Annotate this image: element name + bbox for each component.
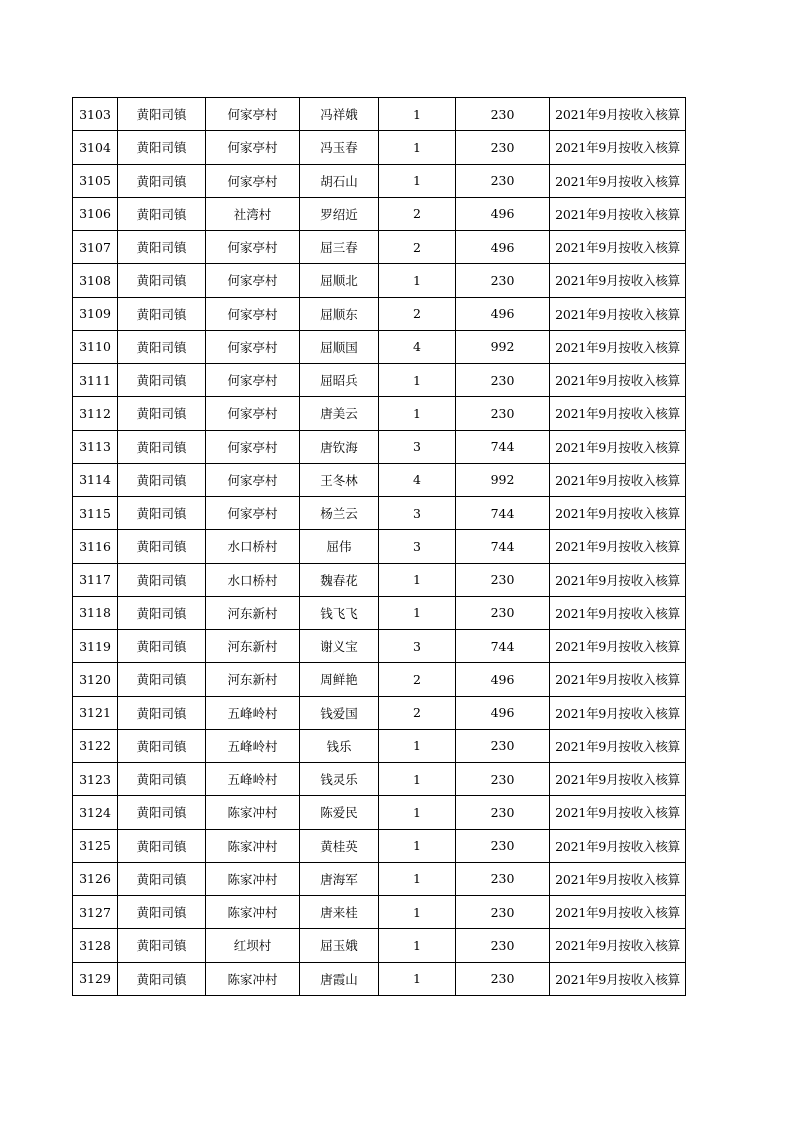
household-size-cell: 1	[379, 896, 456, 929]
household-size-cell: 3	[379, 630, 456, 663]
amount-cell: 496	[456, 197, 550, 230]
town-cell: 黄阳司镇	[118, 197, 206, 230]
town-cell: 黄阳司镇	[118, 763, 206, 796]
household-size-cell: 3	[379, 497, 456, 530]
table-row	[73, 497, 686, 530]
name-cell: 屈顺北	[300, 264, 379, 297]
name-cell: 屈三春	[300, 231, 379, 264]
amount-cell: 230	[456, 596, 550, 629]
name-cell: 屈顺国	[300, 330, 379, 363]
town-cell: 黄阳司镇	[118, 231, 206, 264]
note-cell: 2021年9月按收入核算	[550, 397, 686, 430]
name-cell: 王冬林	[300, 463, 379, 496]
note-cell: 2021年9月按收入核算	[550, 929, 686, 962]
household-size-cell: 3	[379, 430, 456, 463]
note-cell: 2021年9月按收入核算	[550, 463, 686, 496]
village-cell: 何家亭村	[206, 430, 300, 463]
table-row	[73, 364, 686, 397]
table-row	[73, 430, 686, 463]
household-size-cell: 1	[379, 729, 456, 762]
town-cell: 黄阳司镇	[118, 962, 206, 995]
note-cell: 2021年9月按收入核算	[550, 364, 686, 397]
table-row	[73, 264, 686, 297]
household-size-cell: 3	[379, 530, 456, 563]
name-cell: 杨兰云	[300, 497, 379, 530]
amount-cell: 230	[456, 962, 550, 995]
amount-cell: 230	[456, 164, 550, 197]
village-cell: 五峰岭村	[206, 696, 300, 729]
name-cell: 周鲜艳	[300, 663, 379, 696]
table-row	[73, 829, 686, 862]
table-row	[73, 862, 686, 895]
note-cell: 2021年9月按收入核算	[550, 596, 686, 629]
table-row	[73, 164, 686, 197]
town-cell: 黄阳司镇	[118, 463, 206, 496]
note-cell: 2021年9月按收入核算	[550, 563, 686, 596]
row-number-cell: 3113	[73, 430, 118, 463]
town-cell: 黄阳司镇	[118, 630, 206, 663]
village-cell: 陈家冲村	[206, 962, 300, 995]
row-number-cell: 3106	[73, 197, 118, 230]
note-cell: 2021年9月按收入核算	[550, 264, 686, 297]
town-cell: 黄阳司镇	[118, 98, 206, 131]
table-row	[73, 563, 686, 596]
name-cell: 谢义宝	[300, 630, 379, 663]
note-cell: 2021年9月按收入核算	[550, 430, 686, 463]
household-size-cell: 4	[379, 463, 456, 496]
household-size-cell: 1	[379, 131, 456, 164]
note-cell: 2021年9月按收入核算	[550, 796, 686, 829]
village-cell: 五峰岭村	[206, 729, 300, 762]
village-cell: 陈家冲村	[206, 829, 300, 862]
amount-cell: 744	[456, 430, 550, 463]
table-row	[73, 962, 686, 995]
row-number-cell: 3108	[73, 264, 118, 297]
note-cell: 2021年9月按收入核算	[550, 197, 686, 230]
note-cell: 2021年9月按收入核算	[550, 530, 686, 563]
row-number-cell: 3123	[73, 763, 118, 796]
row-number-cell: 3121	[73, 696, 118, 729]
village-cell: 何家亭村	[206, 463, 300, 496]
row-number-cell: 3126	[73, 862, 118, 895]
table-row	[73, 397, 686, 430]
village-cell: 社湾村	[206, 197, 300, 230]
table-row	[73, 530, 686, 563]
amount-cell: 230	[456, 929, 550, 962]
amount-cell: 230	[456, 896, 550, 929]
name-cell: 唐霞山	[300, 962, 379, 995]
table-row	[73, 131, 686, 164]
row-number-cell: 3117	[73, 563, 118, 596]
household-size-cell: 1	[379, 796, 456, 829]
amount-cell: 230	[456, 796, 550, 829]
village-cell: 何家亭村	[206, 98, 300, 131]
table-row	[73, 896, 686, 929]
amount-cell: 230	[456, 98, 550, 131]
town-cell: 黄阳司镇	[118, 796, 206, 829]
note-cell: 2021年9月按收入核算	[550, 630, 686, 663]
household-size-cell: 1	[379, 862, 456, 895]
household-size-cell: 1	[379, 397, 456, 430]
table-row	[73, 231, 686, 264]
household-size-cell: 2	[379, 663, 456, 696]
town-cell: 黄阳司镇	[118, 297, 206, 330]
amount-cell: 992	[456, 463, 550, 496]
town-cell: 黄阳司镇	[118, 131, 206, 164]
row-number-cell: 3122	[73, 729, 118, 762]
note-cell: 2021年9月按收入核算	[550, 330, 686, 363]
name-cell: 陈爱民	[300, 796, 379, 829]
village-cell: 何家亭村	[206, 397, 300, 430]
note-cell: 2021年9月按收入核算	[550, 164, 686, 197]
town-cell: 黄阳司镇	[118, 330, 206, 363]
note-cell: 2021年9月按收入核算	[550, 896, 686, 929]
village-cell: 何家亭村	[206, 364, 300, 397]
table-row	[73, 929, 686, 962]
row-number-cell: 3115	[73, 497, 118, 530]
table-row	[73, 330, 686, 363]
household-size-cell: 1	[379, 563, 456, 596]
village-cell: 何家亭村	[206, 164, 300, 197]
amount-cell: 230	[456, 862, 550, 895]
row-number-cell: 3129	[73, 962, 118, 995]
household-size-cell: 1	[379, 164, 456, 197]
note-cell: 2021年9月按收入核算	[550, 98, 686, 131]
row-number-cell: 3127	[73, 896, 118, 929]
name-cell: 魏春花	[300, 563, 379, 596]
name-cell: 黄桂英	[300, 829, 379, 862]
amount-cell: 496	[456, 696, 550, 729]
household-size-cell: 2	[379, 696, 456, 729]
town-cell: 黄阳司镇	[118, 364, 206, 397]
village-cell: 水口桥村	[206, 530, 300, 563]
household-size-cell: 2	[379, 231, 456, 264]
note-cell: 2021年9月按收入核算	[550, 131, 686, 164]
table-row	[73, 796, 686, 829]
row-number-cell: 3125	[73, 829, 118, 862]
town-cell: 黄阳司镇	[118, 729, 206, 762]
amount-cell: 744	[456, 630, 550, 663]
household-size-cell: 1	[379, 364, 456, 397]
row-number-cell: 3119	[73, 630, 118, 663]
data-table	[72, 97, 686, 996]
name-cell: 屈顺东	[300, 297, 379, 330]
amount-cell: 230	[456, 563, 550, 596]
note-cell: 2021年9月按收入核算	[550, 663, 686, 696]
town-cell: 黄阳司镇	[118, 829, 206, 862]
household-size-cell: 1	[379, 264, 456, 297]
town-cell: 黄阳司镇	[118, 596, 206, 629]
amount-cell: 744	[456, 530, 550, 563]
note-cell: 2021年9月按收入核算	[550, 862, 686, 895]
row-number-cell: 3118	[73, 596, 118, 629]
household-size-cell: 1	[379, 929, 456, 962]
village-cell: 陈家冲村	[206, 796, 300, 829]
row-number-cell: 3112	[73, 397, 118, 430]
household-size-cell: 1	[379, 962, 456, 995]
note-cell: 2021年9月按收入核算	[550, 763, 686, 796]
row-number-cell: 3109	[73, 297, 118, 330]
table-body	[73, 98, 686, 996]
amount-cell: 230	[456, 397, 550, 430]
amount-cell: 230	[456, 763, 550, 796]
amount-cell: 230	[456, 131, 550, 164]
amount-cell: 496	[456, 663, 550, 696]
name-cell: 唐钦海	[300, 430, 379, 463]
amount-cell: 230	[456, 829, 550, 862]
name-cell: 罗绍近	[300, 197, 379, 230]
village-cell: 何家亭村	[206, 497, 300, 530]
household-size-cell: 1	[379, 596, 456, 629]
town-cell: 黄阳司镇	[118, 497, 206, 530]
table-row	[73, 197, 686, 230]
name-cell: 钱爱国	[300, 696, 379, 729]
table-row	[73, 763, 686, 796]
name-cell: 屈玉娥	[300, 929, 379, 962]
table-row	[73, 596, 686, 629]
note-cell: 2021年9月按收入核算	[550, 696, 686, 729]
row-number-cell: 3103	[73, 98, 118, 131]
town-cell: 黄阳司镇	[118, 164, 206, 197]
row-number-cell: 3105	[73, 164, 118, 197]
table-row	[73, 463, 686, 496]
town-cell: 黄阳司镇	[118, 929, 206, 962]
village-cell: 何家亭村	[206, 264, 300, 297]
name-cell: 屈伟	[300, 530, 379, 563]
amount-cell: 230	[456, 729, 550, 762]
amount-cell: 230	[456, 264, 550, 297]
town-cell: 黄阳司镇	[118, 530, 206, 563]
household-size-cell: 4	[379, 330, 456, 363]
row-number-cell: 3111	[73, 364, 118, 397]
note-cell: 2021年9月按收入核算	[550, 231, 686, 264]
name-cell: 屈昭兵	[300, 364, 379, 397]
row-number-cell: 3128	[73, 929, 118, 962]
name-cell: 钱灵乐	[300, 763, 379, 796]
note-cell: 2021年9月按收入核算	[550, 729, 686, 762]
amount-cell: 496	[456, 297, 550, 330]
row-number-cell: 3116	[73, 530, 118, 563]
amount-cell: 230	[456, 364, 550, 397]
name-cell: 冯祥娥	[300, 98, 379, 131]
row-number-cell: 3124	[73, 796, 118, 829]
amount-cell: 496	[456, 231, 550, 264]
table-row	[73, 663, 686, 696]
amount-cell: 992	[456, 330, 550, 363]
table-row	[73, 696, 686, 729]
household-size-cell: 2	[379, 297, 456, 330]
village-cell: 何家亭村	[206, 297, 300, 330]
note-cell: 2021年9月按收入核算	[550, 497, 686, 530]
table-row	[73, 630, 686, 663]
name-cell: 胡石山	[300, 164, 379, 197]
name-cell: 钱飞飞	[300, 596, 379, 629]
town-cell: 黄阳司镇	[118, 663, 206, 696]
note-cell: 2021年9月按收入核算	[550, 297, 686, 330]
town-cell: 黄阳司镇	[118, 264, 206, 297]
household-size-cell: 2	[379, 197, 456, 230]
name-cell: 唐美云	[300, 397, 379, 430]
note-cell: 2021年9月按收入核算	[550, 962, 686, 995]
town-cell: 黄阳司镇	[118, 397, 206, 430]
household-size-cell: 1	[379, 763, 456, 796]
town-cell: 黄阳司镇	[118, 896, 206, 929]
village-cell: 河东新村	[206, 596, 300, 629]
table-row	[73, 98, 686, 131]
town-cell: 黄阳司镇	[118, 862, 206, 895]
name-cell: 钱乐	[300, 729, 379, 762]
village-cell: 红坝村	[206, 929, 300, 962]
household-size-cell: 1	[379, 829, 456, 862]
village-cell: 何家亭村	[206, 131, 300, 164]
village-cell: 水口桥村	[206, 563, 300, 596]
row-number-cell: 3107	[73, 231, 118, 264]
row-number-cell: 3110	[73, 330, 118, 363]
household-size-cell: 1	[379, 98, 456, 131]
table-row	[73, 729, 686, 762]
row-number-cell: 3114	[73, 463, 118, 496]
town-cell: 黄阳司镇	[118, 696, 206, 729]
village-cell: 河东新村	[206, 663, 300, 696]
row-number-cell: 3104	[73, 131, 118, 164]
village-cell: 陈家冲村	[206, 896, 300, 929]
note-cell: 2021年9月按收入核算	[550, 829, 686, 862]
village-cell: 陈家冲村	[206, 862, 300, 895]
town-cell: 黄阳司镇	[118, 430, 206, 463]
name-cell: 唐海军	[300, 862, 379, 895]
village-cell: 何家亭村	[206, 231, 300, 264]
village-cell: 何家亭村	[206, 330, 300, 363]
name-cell: 唐来桂	[300, 896, 379, 929]
town-cell: 黄阳司镇	[118, 563, 206, 596]
name-cell: 冯玉春	[300, 131, 379, 164]
amount-cell: 744	[456, 497, 550, 530]
village-cell: 河东新村	[206, 630, 300, 663]
village-cell: 五峰岭村	[206, 763, 300, 796]
row-number-cell: 3120	[73, 663, 118, 696]
table-row	[73, 297, 686, 330]
